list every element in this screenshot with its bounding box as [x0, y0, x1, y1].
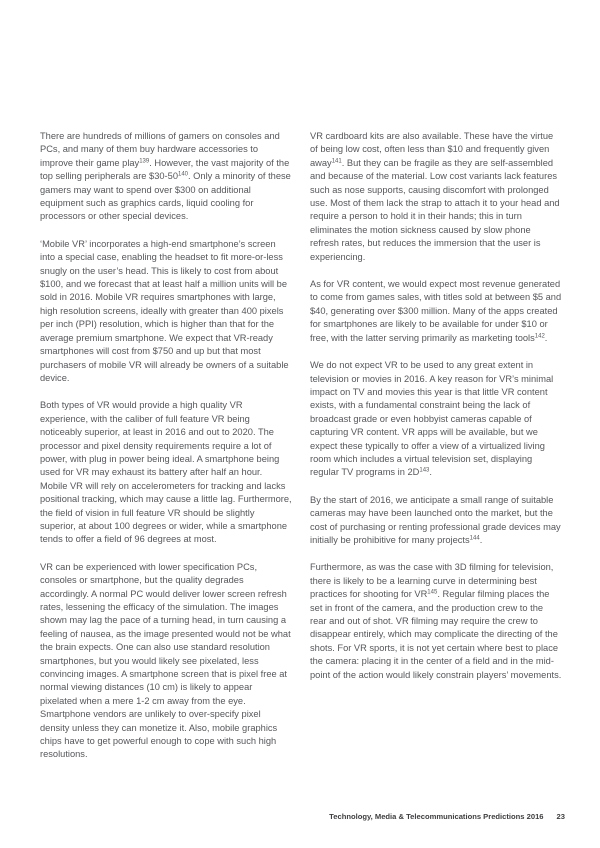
paragraph: By the start of 2016, we anticipate a small range of suitable cameras may have been launched onto the market, but the cost of purchasing or renting professional grade devices may initially be prohibitive for many projects$^{144}$.: [310, 494, 561, 545]
right-column: [310, 130, 562, 776]
left-column: [40, 130, 292, 776]
paragraph: Furthermore, as was the case with 3D filming for television, there is likely to be a learning curve in determining best practices for shooting for VR$^{145}$. Regular filming places the set in front of the camera, and the production crew to the rear and out of shot. VR filming may require the crew to disappear entirely, which may complicate the directing of the shots. For VR sports, it is not yet certain where best to place the camera: placing it in the center of a field and in the mid-point of the action would likely constrain players’ movements.: [310, 562, 562, 680]
footnote-reference: 140: [178, 171, 189, 178]
paragraph: There are hundreds of millions of gamers on consoles and PCs, and many of them buy hardware accessories to improve their game play$^{139}$. However, the vast majority of the top selling peripherals are $30-50$^{140}$. Only a minority of these gamers may want to spend over $300 on additional equipment such as graphics cards, liquid cooling for processors or other special devices.: [40, 131, 291, 222]
footer-title: Technology, Media & Telecommunications Predictions 2016: [329, 812, 544, 821]
paragraph: VR can be experienced with lower specification PCs, consoles or smartphone, but the quality degrades accordingly. A normal PC would deliver lower screen refresh rates, lessening the efficacy of the simulation. The images shown may lag the pace of a turning head, in turn causing a feeling of nausea, as the image presented would not be what the brain expects. One can also use standard resolution smartphones, but you would likely see pixelated, less convincing images. A smartphone screen that is pixel free at normal viewing distances (10 cm) is likely to appear pixelated when a mere 1-2 cm away from the eye. Smartphone vendors are unlikely to over-specify pixel density unless they can monetize it. Also, mobile graphics chips have to get powerful enough to cope with such high resolutions.: [40, 561, 291, 760]
paragraph: Both types of VR would provide a high quality VR experience, with the caliber of full feature VR being noticeably superior, at least in 2016 and out to 2020. The processor and pixel density requirements require a lot of power, with plug in power being ideal. A smartphone being used for VR may exhaust its battery after half an hour. Mobile VR will rely on accelerometers for tracking and lacks positional tracking, which may cause a little lag. Furthermore, the field of vision in full feature VR should be slightly superior, at about 100 degrees or wider, while a smartphone tends to offer a field of 96 degrees at most.: [40, 400, 292, 545]
paragraph: ‘Mobile VR’ incorporates a high-end smartphone’s screen into a special case, enabling the headset to fit more-or-less snugly on the user’s head. This is likely to cost from about $100, and we forecast that at least half a million units will be sold in 2016. Mobile VR requires smartphones with large, high resolution screens, ideally with greater than 400 pixels per inch (PPI) resolution, which is higher than that for the average premium smartphone. We expect that VR-ready smartphones will cost from $750 and up but that most purchasers of mobile VR will already be owners of a suitable device.: [40, 238, 289, 383]
paragraph: We do not expect VR to be used to any great extent in television or movies in 2016. A key reason for VR’s minimal impact on TV and movies this year is that little VR content exists, with a fundamental constraint being the lack of broadcast grade or even hobbyist cameras capable of capturing VR content. VR apps will be available, but we expect these typically to offer a view of a virtualized living room which includes a virtual television set, displaying regular TV programs in 2D$^{143}$.: [310, 360, 554, 478]
page-number: 23: [556, 812, 565, 821]
body-text-area: [40, 130, 562, 776]
footnote-reference: 141: [331, 158, 342, 165]
page-footer: [329, 812, 565, 821]
paragraph: As for VR content, we would expect most revenue generated to come from games sales, with titles sold at between $5 and $40, generating over $300 million. Many of the apps created for smartphones are likely to be available for under $10 or free, with the latter serving primarily as marketing tools$^{142}$.: [310, 279, 562, 343]
footnote-reference: 139: [139, 158, 150, 165]
footnote-reference: 145: [427, 589, 438, 596]
paragraph: VR cardboard kits are also available. These have the virtue of being low cost, often less than $10 and frequently given away$^{141}$. But they can be fragile as they are self-assembled and because of the material. Low cost variants lack features such as nose supports, causing discomfort with prolonged use. Most of them lack the strap to attach it to your head and require a person to hold it in their hands; this in turn eliminates the motion sickness caused by slow phone refresh rates, but reduces the immersion that the user is experiencing.: [310, 131, 560, 262]
footnote-reference: 142: [534, 333, 545, 340]
footnote-reference: 144: [469, 535, 480, 542]
footnote-reference: 143: [419, 467, 430, 474]
